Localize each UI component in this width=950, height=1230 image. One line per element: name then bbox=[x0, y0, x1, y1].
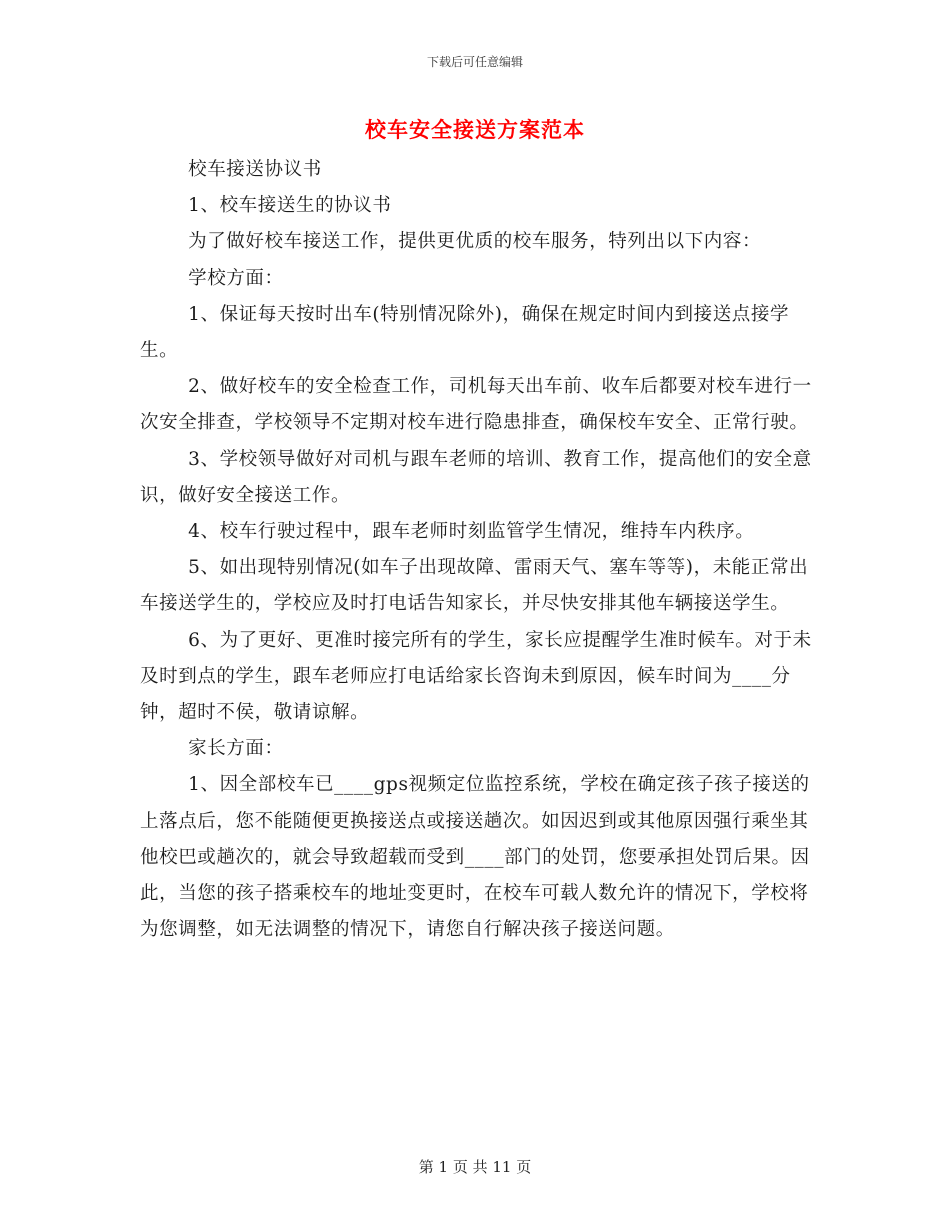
paragraph-agreement-subheading: 1、校车接送生的协议书 bbox=[188, 195, 392, 217]
paragraph-parent-heading: 家长方面： bbox=[188, 738, 284, 760]
paragraph-school-item-5: 5、如出现特别情况(如车子出现故障、雷雨天气、塞车等等)，未能正常出车接送学生的，学校应及时打电话告知家长，并尽快安排其他车辆接送学生。 bbox=[140, 557, 809, 615]
paragraph-intro: 为了做好校车接送工作，提供更优质的校车服务，特列出以下内容： bbox=[188, 231, 762, 253]
paragraph-parent-item-1: 1、因全部校车已____gps视频定位监控系统，学校在确定孩子孩子接送的上落点后，您不能随便更换接送点或接送趟次。如因迟到或其他原因强行乘坐其他校巴或趟次的，就会导致超载而受到____部门的处罚，您要承担处罚后果。因此，当您的孩子搭乘校车的地址变更时，在校车可载人数允许的情况下，学校将为您调整，如无法调整的情况下，请您自行解决孩子接送问题。 bbox=[140, 774, 810, 941]
paragraph-school-item-4: 4、校车行驶过程中，跟车老师时刻监管学生情况，维持车内秩序。 bbox=[188, 521, 755, 543]
paragraph-school-item-1: 1、保证每天按时出车(特别情况除外)，确保在规定时间内到接送点接学生。 bbox=[140, 303, 790, 362]
document-body bbox=[140, 152, 820, 948]
page-number: 第 1 页 共 11 页 bbox=[418, 1158, 532, 1176]
document-title: 校车安全接送方案范本 bbox=[365, 117, 585, 142]
header-note: 下载后可任意编辑 bbox=[426, 55, 523, 69]
paragraph-agreement-heading: 校车接送协议书 bbox=[188, 159, 322, 180]
paragraph-school-heading: 学校方面： bbox=[188, 267, 284, 289]
paragraph-school-item-6: 6、为了更好、更准时接完所有的学生，家长应提醒学生准时候车。对于未及时到点的学生，跟车老师应打电话给家长咨询未到原因，候车时间为____分钟，超时不侯，敬请谅解。 bbox=[140, 629, 812, 724]
paragraph-school-item-2: 2、做好校车的安全检查工作，司机每天出车前、收车后都要对校车进行一次安全排查，学校领导不定期对校车进行隐患排查，确保校车安全、正常行驶。 bbox=[140, 376, 812, 434]
paragraph-school-item-3: 3、学校领导做好对司机与跟车老师的培训、教育工作，提高他们的安全意识，做好安全接送工作。 bbox=[140, 448, 812, 506]
